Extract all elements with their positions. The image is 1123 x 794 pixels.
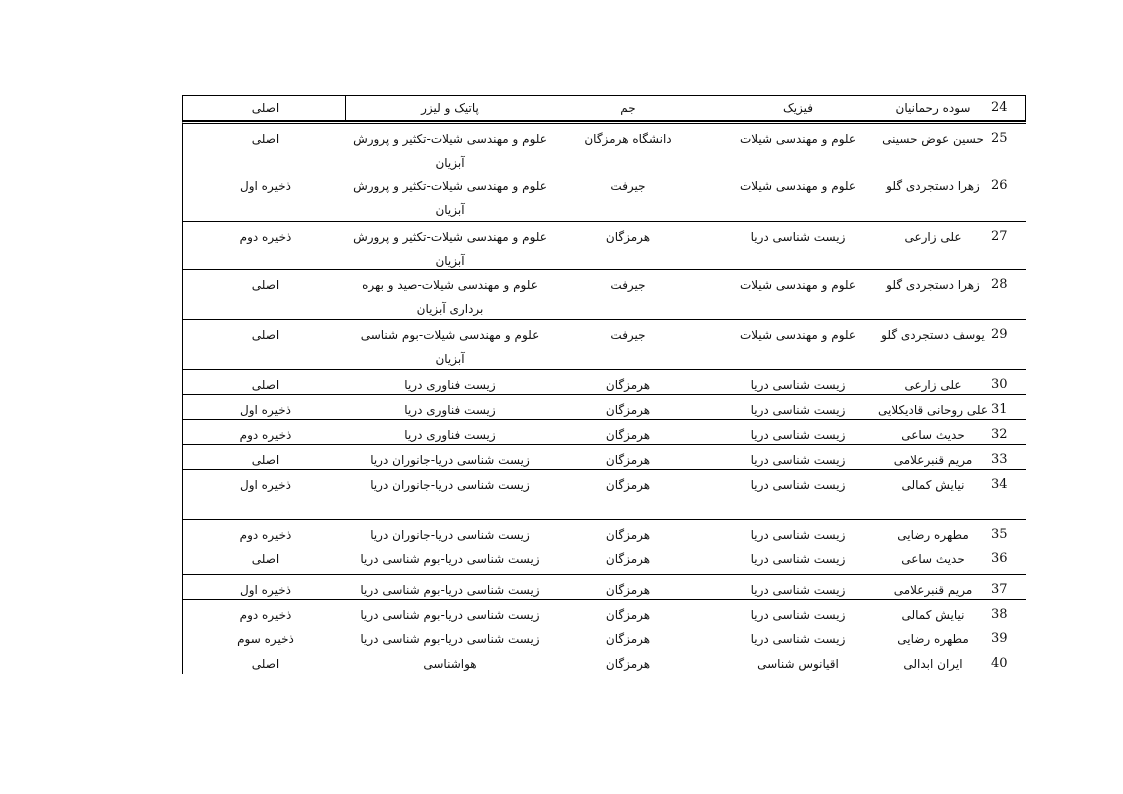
- field-of-study: زیست شناسی دریا: [750, 428, 846, 442]
- person-name: حدیث ساعی: [901, 428, 965, 442]
- university: هرمزگان: [605, 608, 651, 622]
- field-of-study: زیست شناسی دریا: [750, 478, 846, 492]
- table-header-row: [182, 95, 1026, 121]
- field-of-study: زیست شناسی دریا: [750, 403, 846, 417]
- university: دانشگاه هرمزگان: [584, 132, 672, 146]
- table-row: [182, 444, 1026, 469]
- row-number: 40: [991, 656, 1008, 671]
- status: ذخیره دوم: [239, 230, 292, 244]
- row-number: 37: [991, 582, 1008, 597]
- row-number: 34: [991, 477, 1008, 492]
- person-name: زهرا دستجردی گلو: [886, 278, 980, 292]
- row-number: 25: [991, 131, 1008, 146]
- status: ذخیره دوم: [239, 528, 292, 542]
- table-row: [182, 171, 1026, 221]
- subfield: زیست فناوری دریا: [404, 428, 496, 442]
- field-of-study: اقیانوس شناسی: [757, 657, 839, 671]
- status: ذخیره سوم: [237, 632, 294, 646]
- field-of-study: فیزیک: [782, 101, 814, 115]
- person-name: مریم قنبرعلامی: [893, 583, 973, 597]
- subfield: علوم و مهندسی شیلات-تکثیر و پرورش آبزیان: [353, 179, 547, 217]
- person-name: علی زارعی: [904, 230, 962, 244]
- person-name: یوسف دستجردی گلو: [881, 328, 985, 342]
- subfield: علوم و مهندسی شیلات-تکثیر و پرورش آبزیان: [353, 230, 547, 268]
- subfield: زیست شناسی دریا-جانوران دریا: [370, 528, 530, 542]
- university: هرمزگان: [605, 478, 651, 492]
- university: هرمزگان: [605, 230, 651, 244]
- table-row: [182, 121, 1026, 171]
- university: هرمزگان: [605, 403, 651, 417]
- field-of-study: علوم و مهندسی شیلات: [739, 179, 857, 193]
- row-number: 38: [991, 607, 1008, 622]
- table-row: [182, 469, 1026, 519]
- field-of-study: زیست شناسی دریا: [750, 453, 846, 467]
- person-name: حسین عوض حسینی: [882, 132, 984, 146]
- field-of-study: زیست شناسی دریا: [750, 552, 846, 566]
- university: هرمزگان: [605, 657, 651, 671]
- table-row: [182, 599, 1026, 624]
- table-row: [182, 624, 1026, 649]
- table-row: [182, 519, 1026, 544]
- person-name: علی زارعی: [904, 378, 962, 392]
- row-number: 39: [991, 631, 1008, 646]
- university: جم: [620, 101, 636, 115]
- status: ذخیره اول: [240, 403, 291, 417]
- status: اصلی: [251, 278, 280, 292]
- person-name: ایران ابدالی: [903, 657, 963, 671]
- row-number: 30: [991, 377, 1008, 392]
- field-of-study: زیست شناسی دریا: [750, 230, 846, 244]
- field-of-study: زیست شناسی دریا: [750, 632, 846, 646]
- status: اصلی: [251, 378, 280, 392]
- field-of-study: زیست شناسی دریا: [750, 583, 846, 597]
- subfield: علوم و مهندسی شیلات-تکثیر و پرورش آبزیان: [353, 132, 547, 170]
- university: هرمزگان: [605, 528, 651, 542]
- table-row: [182, 419, 1026, 444]
- table-row: [182, 574, 1026, 599]
- person-name: سوده رحمانیان: [895, 101, 971, 115]
- row-number: 36: [991, 551, 1008, 566]
- table-row: [182, 544, 1026, 574]
- row-number: 32: [991, 427, 1008, 442]
- subfield: زیست شناسی دریا-بوم شناسی دریا: [360, 583, 540, 597]
- status: اصلی: [251, 657, 280, 671]
- field-of-study: علوم و مهندسی شیلات: [739, 328, 857, 342]
- table-row: [182, 269, 1026, 319]
- status: اصلی: [251, 101, 280, 115]
- person-name: مطهره رضایی: [897, 528, 969, 542]
- row-number: 24: [991, 100, 1008, 115]
- table-row: [182, 649, 1026, 674]
- subfield: پاتیک و لیزر: [421, 101, 479, 115]
- field-of-study: زیست شناسی دریا: [750, 528, 846, 542]
- university: جیرفت: [610, 179, 646, 193]
- status: ذخیره اول: [240, 179, 291, 193]
- row-number: 26: [991, 178, 1008, 193]
- person-name: علی روحانی قادیکلایی: [878, 403, 988, 417]
- row-number: 31: [991, 402, 1008, 417]
- subfield: زیست شناسی دریا-جانوران دریا: [370, 478, 530, 492]
- status: اصلی: [251, 328, 280, 342]
- row-number: 29: [991, 327, 1008, 342]
- row-number: 33: [991, 452, 1008, 467]
- table-row: [182, 221, 1026, 269]
- university: جیرفت: [610, 278, 646, 292]
- university: هرمزگان: [605, 428, 651, 442]
- row-number: 35: [991, 527, 1008, 542]
- results-table: [182, 95, 1026, 674]
- table-row: [182, 319, 1026, 369]
- row-number: 28: [991, 277, 1008, 292]
- row-number: 27: [991, 229, 1008, 244]
- status: اصلی: [251, 132, 280, 146]
- status: ذخیره اول: [240, 583, 291, 597]
- table-row: [182, 394, 1026, 419]
- person-name: نیایش کمالی: [901, 478, 965, 492]
- person-name: مریم قنبرعلامی: [893, 453, 973, 467]
- field-of-study: زیست شناسی دریا: [750, 608, 846, 622]
- subfield: هواشناسی: [423, 657, 477, 671]
- subfield: زیست شناسی دریا-بوم شناسی دریا: [360, 552, 540, 566]
- person-name: مطهره رضایی: [897, 632, 969, 646]
- subfield: زیست شناسی دریا-بوم شناسی دریا: [360, 632, 540, 646]
- status: اصلی: [251, 453, 280, 467]
- subfield: علوم و مهندسی شیلات-صید و بهره برداری آبزیان: [362, 278, 538, 316]
- field-of-study: زیست شناسی دریا: [750, 378, 846, 392]
- person-name: حدیث ساعی: [901, 552, 965, 566]
- status: اصلی: [251, 552, 280, 566]
- status: ذخیره دوم: [239, 608, 292, 622]
- university: هرمزگان: [605, 453, 651, 467]
- subfield: زیست فناوری دریا: [404, 378, 496, 392]
- person-name: نیایش کمالی: [901, 608, 965, 622]
- status: ذخیره دوم: [239, 428, 292, 442]
- table-row: [182, 369, 1026, 394]
- subfield: علوم و مهندسی شیلات-بوم شناسی آبزیان: [360, 328, 540, 366]
- university: هرمزگان: [605, 632, 651, 646]
- person-name: زهرا دستجردی گلو: [886, 179, 980, 193]
- field-of-study: علوم و مهندسی شیلات: [739, 278, 857, 292]
- subfield: زیست فناوری دریا: [404, 403, 496, 417]
- field-of-study: علوم و مهندسی شیلات: [739, 132, 857, 146]
- status: ذخیره اول: [240, 478, 291, 492]
- university: هرمزگان: [605, 583, 651, 597]
- subfield: زیست شناسی دریا-جانوران دریا: [370, 453, 530, 467]
- subfield: زیست شناسی دریا-بوم شناسی دریا: [360, 608, 540, 622]
- university: هرمزگان: [605, 552, 651, 566]
- university: جیرفت: [610, 328, 646, 342]
- university: هرمزگان: [605, 378, 651, 392]
